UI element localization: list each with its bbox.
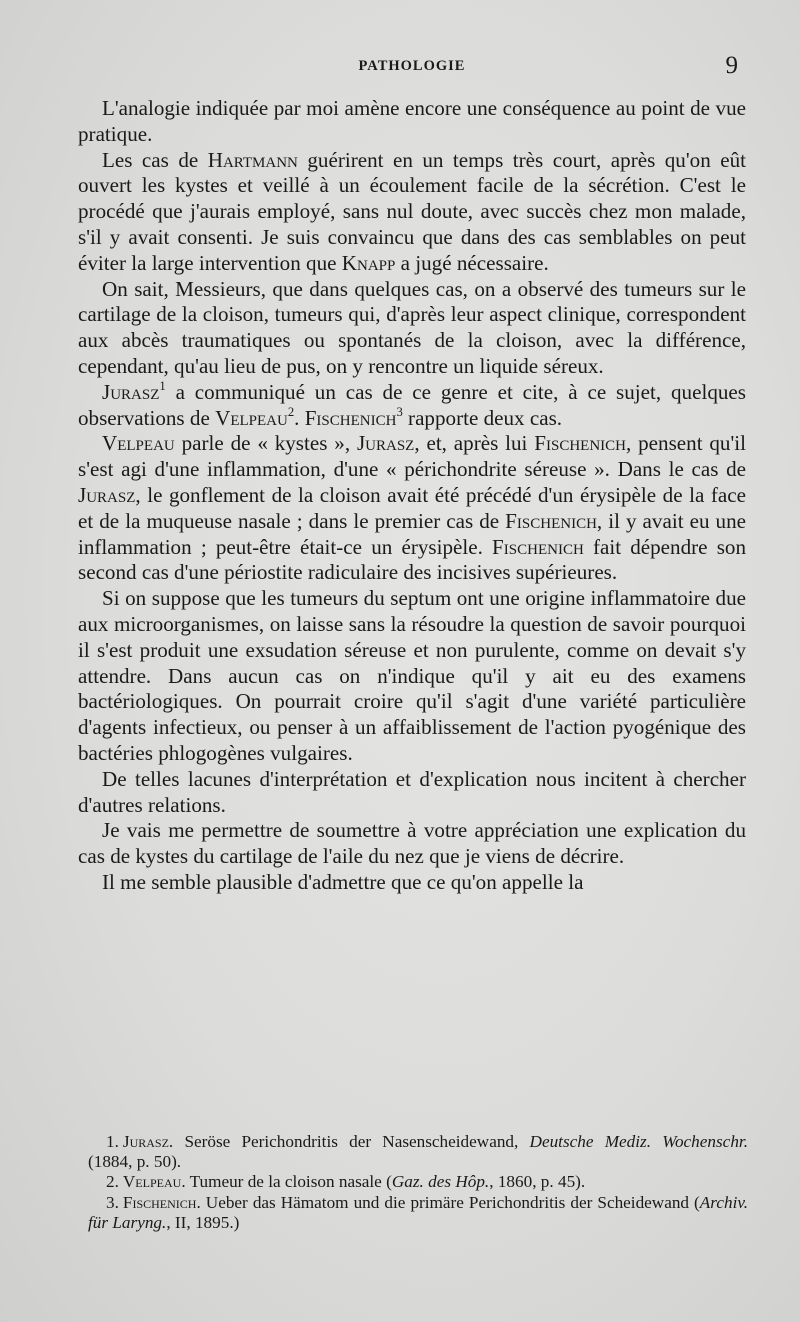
author-name: Fischenich	[492, 534, 584, 559]
paragraph-2-text: a jugé nécessaire.	[395, 250, 549, 275]
footnote-1	[88, 1132, 748, 1172]
footnote-text: . Ueber das Hämatom und die primäre Perichondritis der Scheidewand (	[196, 1192, 700, 1212]
footnote-2	[88, 1172, 748, 1192]
paragraph-9: Il me semble plausible d'admettre que ce qu'on appelle la	[102, 869, 584, 894]
footnote-ref: 1	[159, 378, 166, 393]
paragraph-5-text: parle de « kystes »,	[174, 431, 357, 456]
author-name: Fischenich	[534, 431, 626, 456]
footnotes	[88, 1132, 748, 1233]
running-head: PATHOLOGIE	[358, 58, 466, 74]
author-name: Fischenich	[505, 508, 597, 533]
paragraph-6: Si on suppose que les tumeurs du septum ont une origine inflammatoire due aux microorganismes, on laisse sans la résoudre la question de savoir pourquoi il s'est produit une exsudation séreuse et non purulente, comme on devait s'y attendre. Dans aucun cas on n'indique qu'il y ait eu des examens bactériologiques. On pourrait croire qu'il s'agit d'une variété particulière d'agents infectieux, ou penser à un affaiblissement de l'action pyogénique des bactéries phlogogènes vulgaires.	[78, 586, 746, 765]
footnote-text: (1884, p. 50).	[88, 1152, 182, 1172]
footnote-ref: 2	[287, 404, 295, 419]
footnote-number: 1.	[106, 1132, 119, 1151]
author-name: Velpeau	[122, 1172, 182, 1192]
paragraph-5-text: fait dépendre son second cas d'une périostite radiculaire des incisives supérieures.	[78, 534, 746, 585]
footnote-number: 2.	[106, 1172, 119, 1192]
paragraph-3: On sait, Messieurs, que dans quelques cas, on a observé des tumeurs sur le cartilage de la cloison, tumeurs qui, d'après leur aspect clinique, correspondent aux abcès traumatiques ou spontanés de la cloison, avec la différence, cependant, qu'au lieu de pus, on y rencontre un liquide séreux.	[78, 276, 746, 378]
paragraph-4-text: a communiqué un cas de ce genre et cite, à ce sujet, quelques observations de	[78, 379, 746, 430]
paragraph-5-text: , il y avait eu une inflammation ; peut-être était-ce un érysipèle.	[78, 508, 746, 559]
paragraph-5-text: , pensent qu'il s'est agi d'une inflammation, d'une « périchondrite séreuse ». Dans le cas de	[78, 431, 747, 482]
footnote-3	[88, 1193, 748, 1233]
author-name: Jurasz	[102, 379, 160, 404]
footnote-ref: 3	[396, 404, 403, 419]
paragraph-1: L'analogie indiquée par moi amène encore une conséquence au point de vue pratique.	[78, 96, 746, 146]
journal-title: Gaz. des Hôp.	[391, 1172, 490, 1192]
paragraph-5-text: , et, après lui	[414, 431, 535, 456]
journal-title: Deutsche Mediz. Wochenschr.	[529, 1132, 748, 1151]
paragraph-4	[78, 380, 746, 432]
author-name: Knapp	[341, 250, 396, 275]
footnote-text: . Seröse Perichondritis der Nasenscheidewand,	[168, 1132, 530, 1151]
author-name: Jurasz	[122, 1132, 169, 1151]
footnote-text: , II, 1895.)	[166, 1212, 240, 1232]
paragraph-5-text: , le gonflement de la cloison avait été précédé d'un érysipèle de la face et de la muqueuse nasale ; dans le premier cas de	[78, 482, 746, 533]
paragraph-2-text: Les cas de	[102, 147, 208, 172]
author-name: Jurasz	[78, 482, 136, 507]
page-header	[78, 52, 746, 82]
author-name: Velpeau	[102, 431, 175, 456]
footnote-text: . Tumeur de la cloison nasale (	[181, 1172, 392, 1192]
journal-title: Archiv. für Laryng.	[88, 1192, 748, 1232]
paragraph-4-text: rapporte deux cas.	[402, 405, 563, 430]
author-name: Fischenich	[122, 1192, 197, 1212]
paragraph-8: Je vais me permettre de soumettre à votre appréciation une explication du cas de kystes du cartilage de l'aile du nez que je viens de décrire.	[78, 818, 746, 869]
author-name: Velpeau	[215, 405, 288, 430]
author-name: Hartmann	[207, 147, 298, 172]
author-name: Jurasz	[356, 431, 415, 456]
footnote-number: 3.	[106, 1192, 119, 1212]
body-text	[78, 96, 746, 896]
paragraph-2-text: guérirent en un temps très court, après qu'on eût ouvert les kystes et veillé à un écoulement facile de la sécrétion. C'est le procédé que j'aurais employé, sans nul doute, avec succès chez mon malade, s'il y avait consenti. Je suis convaincu que dans des cas semblables on peut éviter la large intervention que	[78, 147, 746, 275]
author-name: Fischenich	[304, 405, 397, 430]
paragraph-2	[78, 148, 746, 277]
page-number: 9	[725, 52, 738, 79]
paragraph-4-text: .	[294, 405, 305, 430]
paragraph-5	[78, 431, 746, 586]
footnote-text: , 1860, p. 45).	[489, 1172, 586, 1192]
paragraph-7: De telles lacunes d'interprétation et d'explication nous incitent à chercher d'autres relations.	[78, 766, 746, 817]
